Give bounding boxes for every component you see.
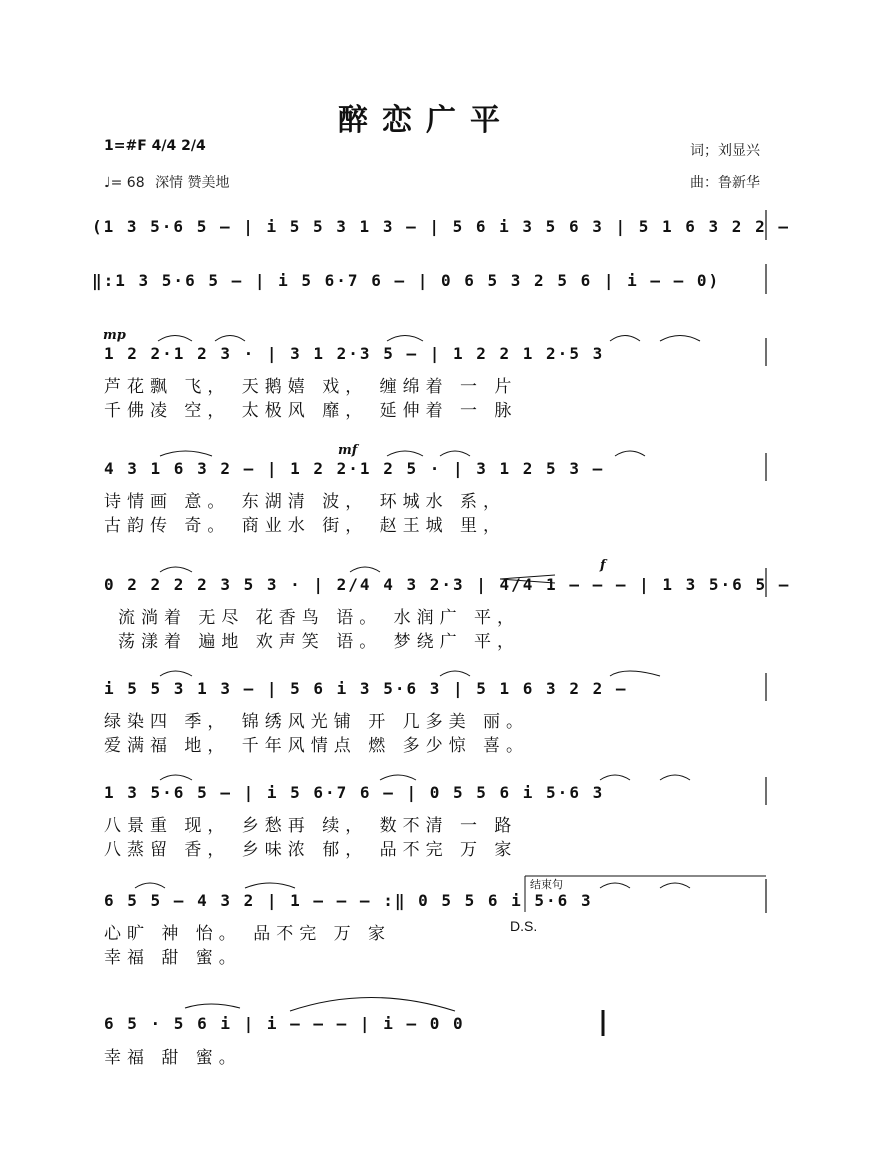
crescendo-hairpin	[500, 575, 555, 583]
page-title: 醉恋广平	[338, 103, 514, 138]
notes-line-9: 6 5 · 5 6 i | i – – – | i – 0 0	[104, 1014, 465, 1033]
lyrics-line-3a: 芦花飘 飞， 天鹅嬉 戏， 缠绵着 一 片	[104, 377, 518, 397]
dynamic-mp: mp	[103, 328, 126, 343]
dynamic-f: f	[600, 558, 606, 573]
lyrics-line-5a: 流淌着 无尽 花香鸟 语。 水润广 平，	[118, 608, 521, 628]
lyrics-line-9: 幸福 甜 蜜。	[104, 1048, 242, 1068]
notes-line-8: 6 5 5 – 4 3 2 | 1 – – – :‖ 0 5 5 6 i 5·6 3	[104, 891, 593, 910]
lyrics-line-8a: 心旷 神 怡。 品不完 万 家	[104, 924, 392, 944]
dynamic-mf: mf	[338, 443, 358, 458]
ending-bracket	[525, 876, 766, 912]
notes-line-1: (1 3 5·6 5 – | i 5 5 3 1 3 – | 5 6 i 3 5 6 3 | 5 1 6 3 2 2 –	[92, 217, 790, 236]
ending-label: 结束句	[530, 878, 563, 891]
notes-line-2: ‖:1 3 5·6 5 – | i 5 6·7 6 – | 0 6 5 3 2 5 6 | i – – 0)	[92, 271, 721, 290]
composer: 曲：鲁新华	[690, 175, 760, 191]
notes-line-5: 0 2 2 2 2 3 5 3 · | 2/4 4 3 2·3 | 4/4 1 – – – | 1 3 5·6 5 –	[104, 575, 791, 594]
notes-line-4: 4 3 1 6 3 2 – | 1 2 2·1 2 5 · | 3 1 2 5 3 –	[104, 459, 605, 478]
expression-marking: 深情 赞美地	[155, 175, 230, 191]
lyrics-line-7b: 八蒸留 香， 乡味浓 郁， 品不完 万 家	[104, 840, 518, 860]
lyricist: 词；刘显兴	[690, 143, 760, 159]
key-signature: 1=#F 4/4 2/4	[104, 138, 206, 154]
lyrics-line-5b: 荡漾着 遍地 欢声笑 语。 梦绕广 平，	[118, 632, 521, 652]
lyrics-line-6a: 绿染四 季， 锦绣风光铺 开 几多美 丽。	[104, 712, 530, 732]
lyrics-line-7a: 八景重 现， 乡愁再 续， 数不清 一 路	[104, 816, 518, 836]
slurs	[135, 336, 700, 1012]
lyrics-line-3b: 千佛凌 空， 太极风 靡， 延伸着 一 脉	[104, 401, 518, 421]
notes-line-3: 1 2 2·1 2 3 · | 3 1 2·3 5 – | 1 2 2 1 2·5 3	[104, 344, 605, 363]
lyrics-line-4a: 诗情画 意。 东湖清 波， 环城水 系，	[104, 492, 507, 512]
lyrics-line-4b: 古韵传 奇。 商业水 街， 赵王城 里，	[104, 516, 507, 536]
lyrics-line-8b: 幸福 甜 蜜。	[104, 948, 242, 968]
lyrics-line-6b: 爱满福 地， 千年风情点 燃 多少惊 喜。	[104, 736, 530, 756]
notes-line-7: 1 3 5·6 5 – | i 5 6·7 6 – | 0 5 5 6 i 5·6 3	[104, 783, 605, 802]
ds-marking: D.S.	[510, 918, 538, 934]
notes-line-6: i 5 5 3 1 3 – | 5 6 i 3 5·6 3 | 5 1 6 3 2 2 –	[104, 679, 628, 698]
tempo-value: ♩= 68	[104, 175, 145, 191]
